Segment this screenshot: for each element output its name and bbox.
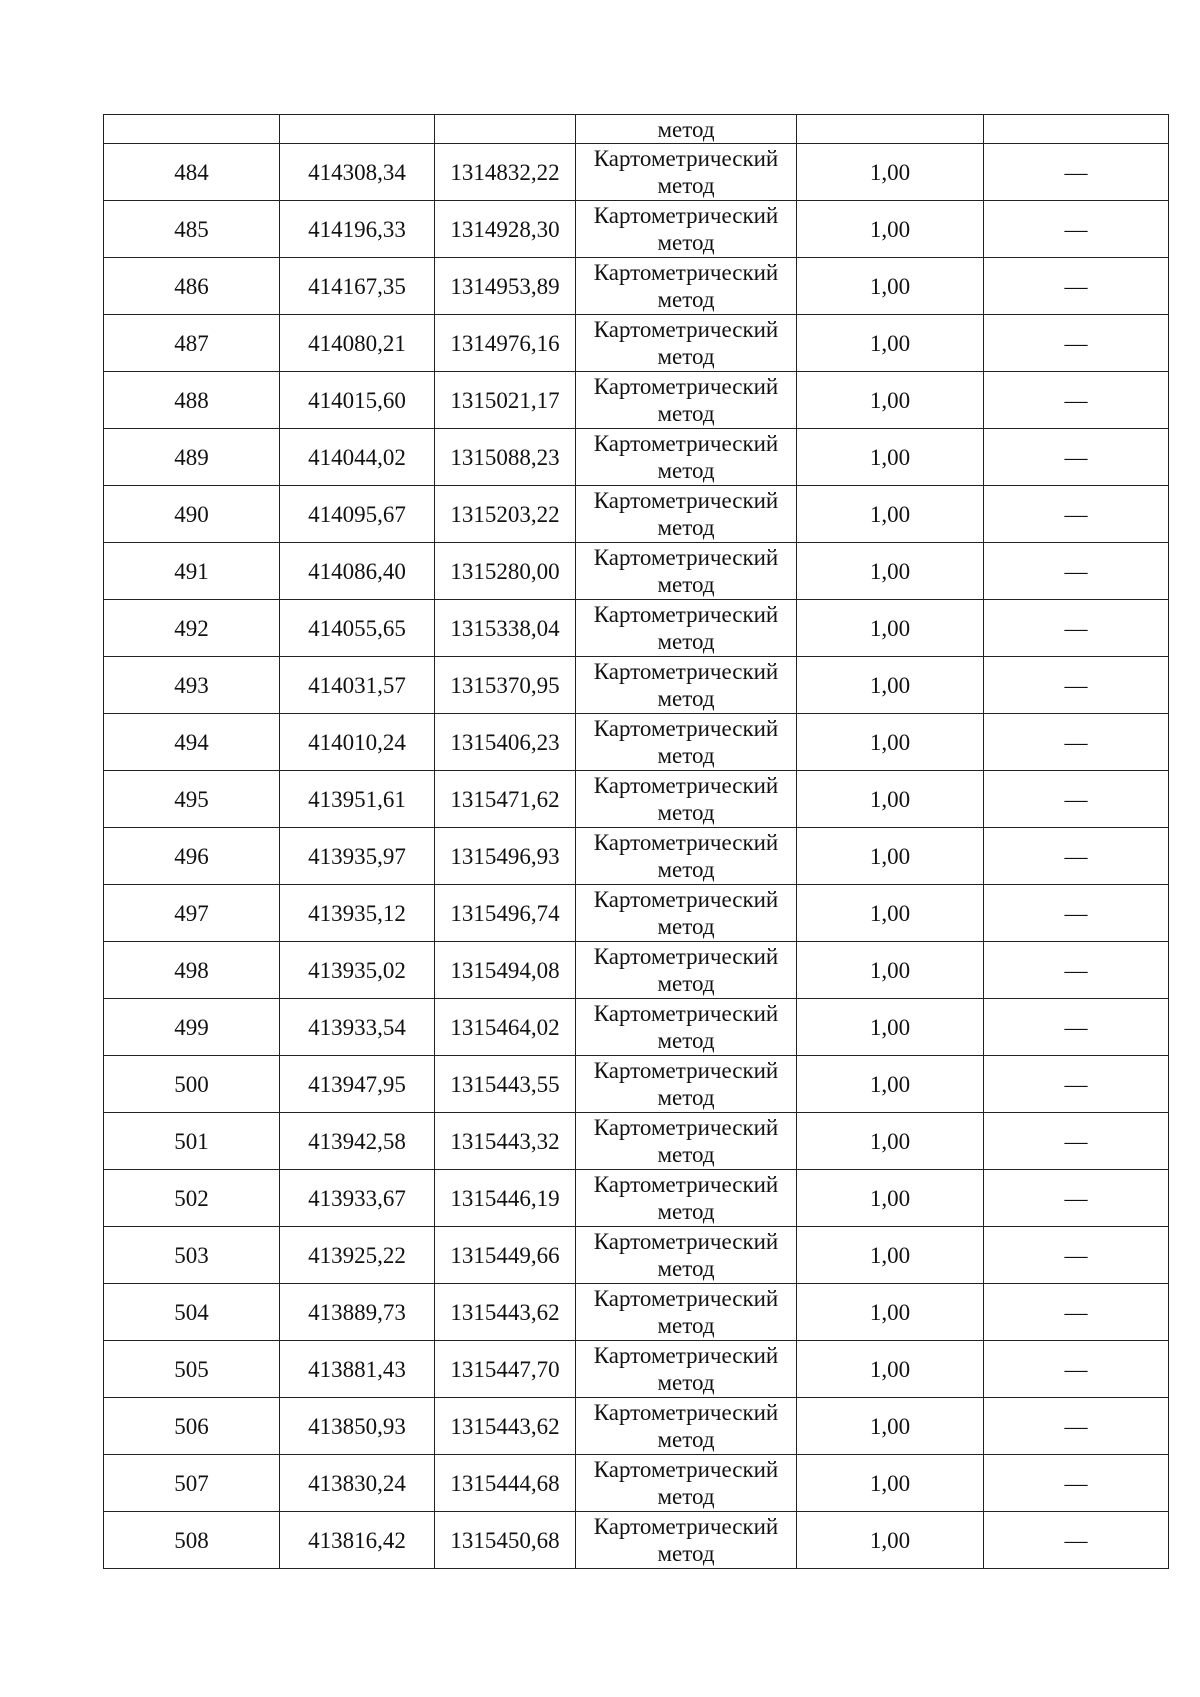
continuation-row — [104, 115, 1169, 144]
cell-method — [576, 486, 797, 543]
cell-note: — — [984, 885, 1169, 942]
method-line-1: Картометрический — [593, 317, 779, 342]
cell-y: 1314953,89 — [435, 258, 576, 315]
cell-note: — — [984, 942, 1169, 999]
cell-y: 1315464,02 — [435, 999, 576, 1056]
table-row — [104, 600, 1169, 657]
method-line-1: Картометрический — [593, 887, 779, 912]
cell-accuracy: 1,00 — [797, 828, 984, 885]
method-line-1: Картометрический — [593, 1286, 779, 1311]
cell-x: 414308,34 — [280, 144, 435, 201]
cell-y: 1314976,16 — [435, 315, 576, 372]
cell-accuracy — [797, 115, 984, 144]
cell-num: 493 — [104, 657, 280, 714]
cell-method — [576, 258, 797, 315]
cell-method — [576, 1341, 797, 1398]
cell-y: 1315280,00 — [435, 543, 576, 600]
cell-num: 505 — [104, 1341, 280, 1398]
method-line-2: метод — [657, 230, 715, 255]
cell-accuracy: 1,00 — [797, 771, 984, 828]
table-row — [104, 1056, 1169, 1113]
method-line-2: метод — [657, 344, 715, 369]
cell-num — [104, 115, 280, 144]
cell-method — [576, 714, 797, 771]
cell-y: 1315447,70 — [435, 1341, 576, 1398]
cell-num: 502 — [104, 1170, 280, 1227]
method-line-1: Картометрический — [593, 1115, 779, 1140]
table-row — [104, 828, 1169, 885]
cell-accuracy: 1,00 — [797, 1113, 984, 1170]
method-line-2: метод — [657, 287, 715, 312]
cell-method — [576, 1398, 797, 1455]
cell-note: — — [984, 429, 1169, 486]
cell-num: 487 — [104, 315, 280, 372]
table-row — [104, 714, 1169, 771]
cell-accuracy: 1,00 — [797, 657, 984, 714]
cell-x: 414086,40 — [280, 543, 435, 600]
cell-num: 504 — [104, 1284, 280, 1341]
method-line-1: Картометрический — [593, 374, 779, 399]
cell-accuracy: 1,00 — [797, 1227, 984, 1284]
cell-note: — — [984, 1227, 1169, 1284]
cell-x: 413816,42 — [280, 1512, 435, 1569]
method-line-2: метод — [657, 1313, 715, 1338]
cell-y: 1315471,62 — [435, 771, 576, 828]
method-line-1: Картометрический — [593, 488, 779, 513]
cell-note: — — [984, 1341, 1169, 1398]
cell-num: 495 — [104, 771, 280, 828]
method-line-1: Картометрический — [593, 1457, 779, 1482]
cell-x: 413830,24 — [280, 1455, 435, 1512]
cell-note: — — [984, 372, 1169, 429]
cell-y: 1315443,32 — [435, 1113, 576, 1170]
cell-y: 1315203,22 — [435, 486, 576, 543]
table-row — [104, 1170, 1169, 1227]
cell-y: 1314928,30 — [435, 201, 576, 258]
method-line-1: Картометрический — [593, 602, 779, 627]
cell-accuracy: 1,00 — [797, 372, 984, 429]
cell-y: 1315370,95 — [435, 657, 576, 714]
cell-x: 414055,65 — [280, 600, 435, 657]
table-row — [104, 1455, 1169, 1512]
table-row — [104, 543, 1169, 600]
cell-accuracy: 1,00 — [797, 1512, 984, 1569]
cell-y: 1315443,62 — [435, 1398, 576, 1455]
cell-num: 497 — [104, 885, 280, 942]
method-line-1: Картометрический — [593, 203, 779, 228]
cell-num: 501 — [104, 1113, 280, 1170]
method-line-1: Картометрический — [593, 260, 779, 285]
method-line-2: метод — [657, 629, 715, 654]
cell-y: 1315021,17 — [435, 372, 576, 429]
cell-note — [984, 115, 1169, 144]
cell-y: 1315406,23 — [435, 714, 576, 771]
cell-accuracy: 1,00 — [797, 885, 984, 942]
method-line-2: метод — [657, 971, 715, 996]
cell-note: — — [984, 1056, 1169, 1113]
method-line-2: метод — [657, 1484, 715, 1509]
cell-x: 414044,02 — [280, 429, 435, 486]
coordinates-table — [103, 114, 1169, 1569]
cell-accuracy: 1,00 — [797, 999, 984, 1056]
cell-note: — — [984, 258, 1169, 315]
cell-num: 488 — [104, 372, 280, 429]
cell-x: 414095,67 — [280, 486, 435, 543]
cell-method — [576, 1170, 797, 1227]
cell-accuracy: 1,00 — [797, 1284, 984, 1341]
cell-num: 506 — [104, 1398, 280, 1455]
cell-accuracy: 1,00 — [797, 1455, 984, 1512]
method-line-1: Картометрический — [593, 431, 779, 456]
cell-note: — — [984, 486, 1169, 543]
cell-method — [576, 1056, 797, 1113]
cell-accuracy: 1,00 — [797, 144, 984, 201]
table-row — [104, 885, 1169, 942]
cell-y: 1315449,66 — [435, 1227, 576, 1284]
cell-y: 1315443,62 — [435, 1284, 576, 1341]
cell-method — [576, 543, 797, 600]
cell-note: — — [984, 828, 1169, 885]
cell-accuracy: 1,00 — [797, 258, 984, 315]
cell-x: 414031,57 — [280, 657, 435, 714]
cell-note: — — [984, 1512, 1169, 1569]
cell-x — [280, 115, 435, 144]
cell-method — [576, 999, 797, 1056]
cell-y: 1315444,68 — [435, 1455, 576, 1512]
cell-note: — — [984, 201, 1169, 258]
table-row — [104, 201, 1169, 258]
cell-x: 414167,35 — [280, 258, 435, 315]
cell-x: 413933,67 — [280, 1170, 435, 1227]
cell-num: 489 — [104, 429, 280, 486]
cell-y: 1315088,23 — [435, 429, 576, 486]
method-line-2: метод — [657, 515, 715, 540]
cell-y: 1315450,68 — [435, 1512, 576, 1569]
cell-x: 413935,02 — [280, 942, 435, 999]
cell-method — [576, 144, 797, 201]
cell-x: 413942,58 — [280, 1113, 435, 1170]
method-line-2: метод — [657, 572, 715, 597]
table-row — [104, 315, 1169, 372]
cell-method — [576, 372, 797, 429]
cell-method — [576, 1227, 797, 1284]
cell-accuracy: 1,00 — [797, 315, 984, 372]
cell-accuracy: 1,00 — [797, 1341, 984, 1398]
cell-method — [576, 201, 797, 258]
method-line-1: Картометрический — [593, 1001, 779, 1026]
cell-accuracy: 1,00 — [797, 942, 984, 999]
cell-method — [576, 1113, 797, 1170]
method-line-1: Картометрический — [593, 830, 779, 855]
cell-num: 484 — [104, 144, 280, 201]
method-line-2: метод — [657, 1142, 715, 1167]
cell-x: 413951,61 — [280, 771, 435, 828]
cell-method — [576, 885, 797, 942]
cell-method — [576, 1284, 797, 1341]
method-line-1: Картометрический — [593, 944, 779, 969]
table-row — [104, 372, 1169, 429]
cell-x: 414080,21 — [280, 315, 435, 372]
method-line-1: Картометрический — [593, 146, 779, 171]
method-line-2: метод — [657, 1199, 715, 1224]
cell-num: 500 — [104, 1056, 280, 1113]
cell-x: 413947,95 — [280, 1056, 435, 1113]
method-line-2: метод — [657, 1256, 715, 1281]
cell-x: 414015,60 — [280, 372, 435, 429]
cell-num: 485 — [104, 201, 280, 258]
cell-accuracy: 1,00 — [797, 714, 984, 771]
table-row — [104, 1341, 1169, 1398]
table-row — [104, 1284, 1169, 1341]
table-row — [104, 1227, 1169, 1284]
cell-accuracy: 1,00 — [797, 543, 984, 600]
cell-method — [576, 657, 797, 714]
method-line-2: метод — [657, 857, 715, 882]
cell-num: 508 — [104, 1512, 280, 1569]
table-row — [104, 771, 1169, 828]
table-row — [104, 1113, 1169, 1170]
cell-num: 486 — [104, 258, 280, 315]
method-line-1: Картометрический — [593, 1343, 779, 1368]
table-row — [104, 258, 1169, 315]
table-row — [104, 144, 1169, 201]
method-line-1: Картометрический — [593, 1514, 779, 1539]
cell-method — [576, 600, 797, 657]
method-line-1: Картометрический — [593, 716, 779, 741]
table-row — [104, 1398, 1169, 1455]
cell-method — [576, 315, 797, 372]
table-row — [104, 1512, 1169, 1569]
method-line-2: метод — [657, 401, 715, 426]
cell-accuracy: 1,00 — [797, 486, 984, 543]
method-line-1: Картометрический — [593, 659, 779, 684]
cell-y: 1315496,93 — [435, 828, 576, 885]
cell-x: 413889,73 — [280, 1284, 435, 1341]
cell-y: 1314832,22 — [435, 144, 576, 201]
cell-x: 414010,24 — [280, 714, 435, 771]
cell-method — [576, 942, 797, 999]
cell-note: — — [984, 999, 1169, 1056]
cell-method — [576, 1512, 797, 1569]
cell-accuracy: 1,00 — [797, 600, 984, 657]
cell-y: 1315446,19 — [435, 1170, 576, 1227]
method-line-1: Картометрический — [593, 773, 779, 798]
cell-num: 490 — [104, 486, 280, 543]
method-line-2: метод — [657, 1541, 715, 1566]
table-row — [104, 999, 1169, 1056]
cell-note: — — [984, 315, 1169, 372]
cell-note: — — [984, 1284, 1169, 1341]
cell-num: 491 — [104, 543, 280, 600]
cell-note: — — [984, 1455, 1169, 1512]
table-body — [104, 115, 1169, 1569]
method-line-1: Картометрический — [593, 1229, 779, 1254]
cell-num: 507 — [104, 1455, 280, 1512]
cell-accuracy: 1,00 — [797, 201, 984, 258]
method-line-2: метод — [657, 914, 715, 939]
table-row — [104, 942, 1169, 999]
cell-y: 1315496,74 — [435, 885, 576, 942]
method-line-2: метод — [657, 743, 715, 768]
cell-accuracy: 1,00 — [797, 1170, 984, 1227]
table-row — [104, 486, 1169, 543]
method-line-2: метод — [657, 1028, 715, 1053]
cell-note: — — [984, 771, 1169, 828]
method-line-2: метод — [657, 800, 715, 825]
cell-note: — — [984, 1170, 1169, 1227]
cell-method — [576, 771, 797, 828]
cell-note: — — [984, 600, 1169, 657]
table-row — [104, 657, 1169, 714]
cell-num: 498 — [104, 942, 280, 999]
cell-note: — — [984, 657, 1169, 714]
method-line-1: Картометрический — [593, 545, 779, 570]
cell-method — [576, 115, 797, 144]
method-line-2: метод — [657, 1085, 715, 1110]
cell-note: — — [984, 543, 1169, 600]
cell-x: 414196,33 — [280, 201, 435, 258]
cell-note: — — [984, 144, 1169, 201]
cell-y: 1315338,04 — [435, 600, 576, 657]
cell-y: 1315494,08 — [435, 942, 576, 999]
method-line-2: метод — [657, 1427, 715, 1452]
cell-x: 413850,93 — [280, 1398, 435, 1455]
cell-note: — — [984, 1398, 1169, 1455]
cell-num: 492 — [104, 600, 280, 657]
cell-x: 413881,43 — [280, 1341, 435, 1398]
cell-x: 413935,97 — [280, 828, 435, 885]
method-line-2: метод — [657, 686, 715, 711]
cell-num: 503 — [104, 1227, 280, 1284]
cell-note: — — [984, 714, 1169, 771]
cell-num: 499 — [104, 999, 280, 1056]
cell-accuracy: 1,00 — [797, 1398, 984, 1455]
cell-note: — — [984, 1113, 1169, 1170]
method-line-2: метод — [657, 458, 715, 483]
cell-x: 413933,54 — [280, 999, 435, 1056]
method-line-2: метод — [657, 1370, 715, 1395]
cell-num: 496 — [104, 828, 280, 885]
cell-num: 494 — [104, 714, 280, 771]
method-line-1: Картометрический — [593, 1058, 779, 1083]
cell-accuracy: 1,00 — [797, 429, 984, 486]
table-row — [104, 429, 1169, 486]
cell-method — [576, 1455, 797, 1512]
method-line-1: Картометрический — [593, 1400, 779, 1425]
method-line-1: Картометрический — [593, 1172, 779, 1197]
cell-y — [435, 115, 576, 144]
cell-method — [576, 828, 797, 885]
cell-x: 413925,22 — [280, 1227, 435, 1284]
method-line-2: метод — [657, 173, 715, 198]
cell-x: 413935,12 — [280, 885, 435, 942]
cell-accuracy: 1,00 — [797, 1056, 984, 1113]
cell-method — [576, 429, 797, 486]
cell-y: 1315443,55 — [435, 1056, 576, 1113]
method-tail-text: метод — [657, 116, 715, 142]
